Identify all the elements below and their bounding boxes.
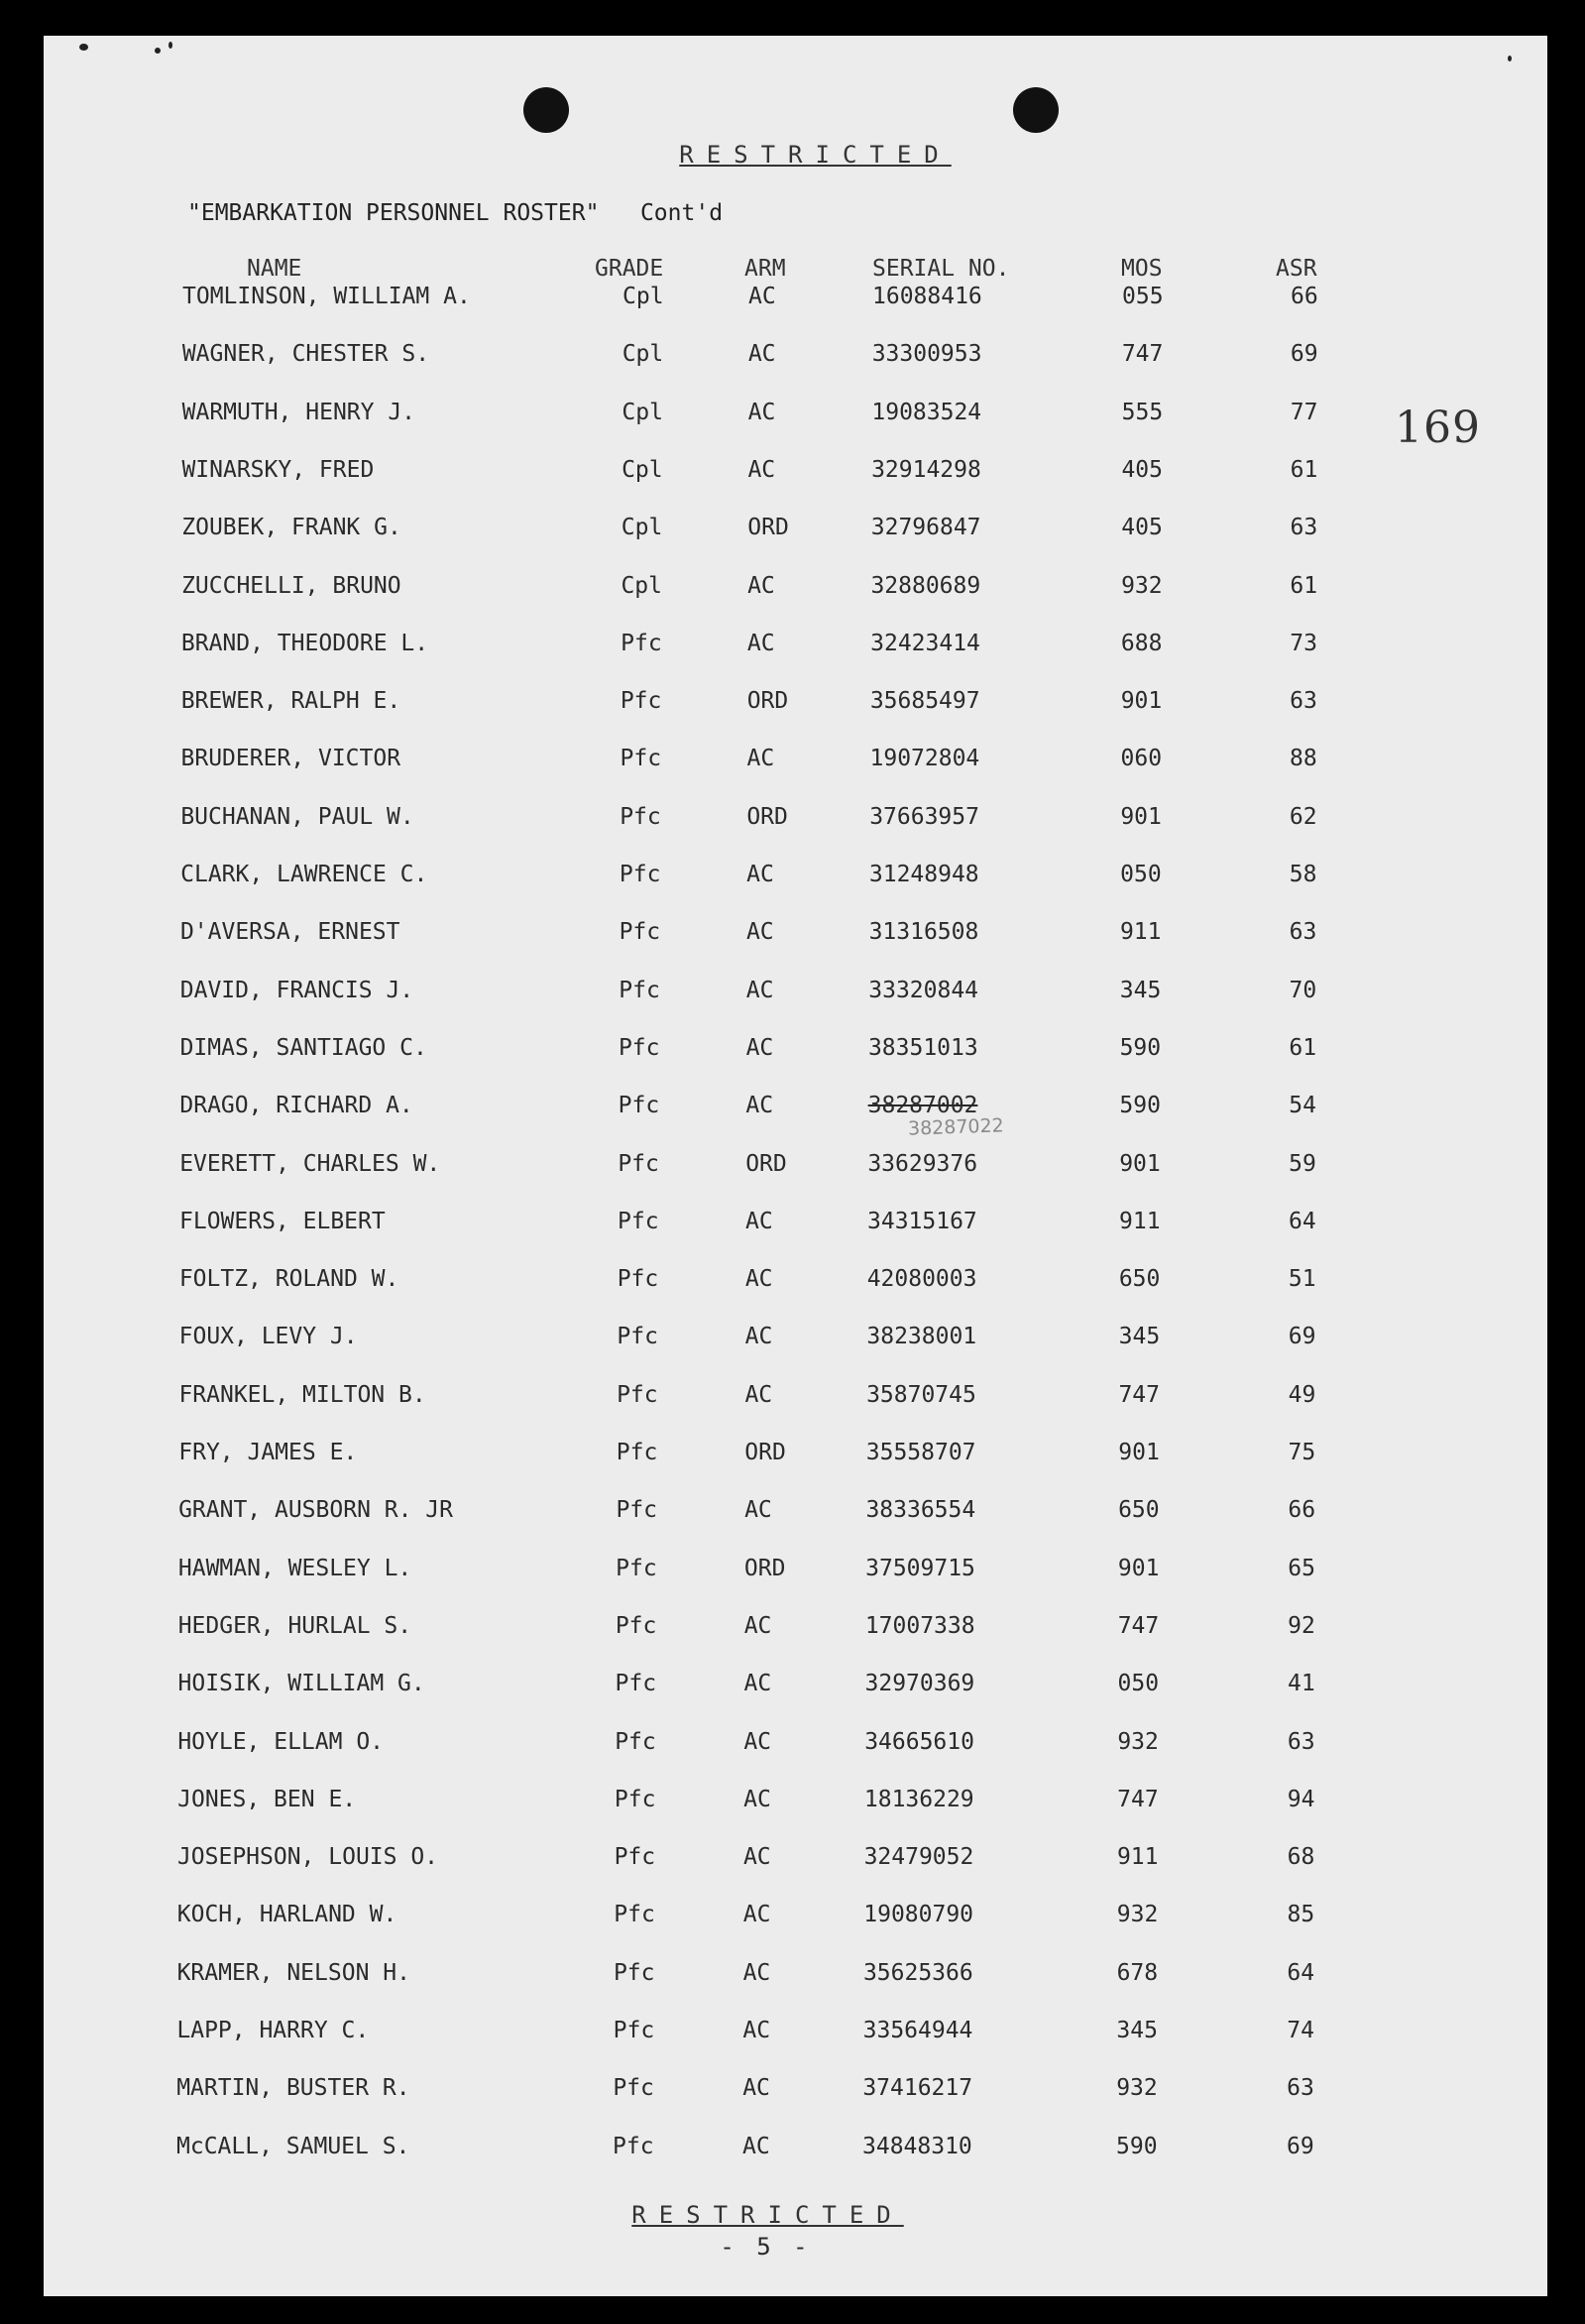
cell-asr: 69 xyxy=(1290,341,1318,368)
cell-asr: 69 xyxy=(1287,2133,1314,2159)
cell-mos: 060 xyxy=(1120,746,1163,772)
cell-serial: 35870745 xyxy=(866,1381,976,1408)
cell-grade: Pfc xyxy=(617,1324,658,1350)
cell-arm: AC xyxy=(746,746,775,772)
cell-mos: 650 xyxy=(1118,1497,1160,1524)
cell-grade: Pfc xyxy=(613,2018,655,2043)
cell-asr: 49 xyxy=(1288,1381,1316,1408)
cell-asr: 58 xyxy=(1289,862,1317,887)
speck xyxy=(155,48,161,54)
cell-name: JOSEPHSON, LOUIS O. xyxy=(176,1844,439,1871)
cell-asr: 65 xyxy=(1288,1555,1315,1581)
cell-grade: Pfc xyxy=(613,2075,654,2102)
cell-name: FOLTZ, ROLAND W. xyxy=(178,1266,399,1293)
cell-arm: AC xyxy=(745,977,774,1003)
cell-grade: Pfc xyxy=(614,1844,656,1871)
cell-mos: 747 xyxy=(1117,1786,1159,1812)
cell-mos: 911 xyxy=(1119,1208,1161,1234)
cell-asr: 41 xyxy=(1288,1671,1315,1697)
cell-name: FLOWERS, ELBERT xyxy=(179,1208,386,1234)
cell-serial: 37416217 xyxy=(862,2075,973,2102)
cell-arm: AC xyxy=(746,630,775,656)
cell-name: TOMLINSON, WILLIAM A. xyxy=(182,284,471,309)
cell-serial: 37509715 xyxy=(865,1555,975,1581)
cell-grade: Pfc xyxy=(618,1093,660,1119)
cell-name: BRAND, THEODORE L. xyxy=(180,630,429,656)
cell-grade: Pfc xyxy=(616,1555,657,1581)
cell-grade: Cpl xyxy=(621,572,662,599)
cell-name: KOCH, HARLAND W. xyxy=(176,1902,397,1928)
cell-asr: 63 xyxy=(1290,688,1317,715)
cell-asr: 63 xyxy=(1290,515,1318,541)
cell-arm: ORD xyxy=(745,1150,787,1177)
cell-grade: Pfc xyxy=(619,919,661,946)
cell-serial: 32970369 xyxy=(864,1671,975,1697)
cell-mos: 055 xyxy=(1122,284,1164,309)
cell-mos: 747 xyxy=(1121,341,1164,368)
handwritten-correction: 38287022 xyxy=(907,1114,1005,1140)
cell-mos: 590 xyxy=(1119,1034,1162,1061)
cell-serial: 33629376 xyxy=(867,1150,978,1177)
cell-arm: AC xyxy=(747,399,776,425)
cell-mos: 932 xyxy=(1116,2075,1158,2102)
page-number: - 5 - xyxy=(720,2233,812,2261)
cell-arm: AC xyxy=(746,862,774,887)
cell-arm: AC xyxy=(742,1959,771,1986)
cell-asr: 66 xyxy=(1288,1497,1316,1524)
cell-arm: AC xyxy=(743,1671,772,1697)
cell-serial: 35558707 xyxy=(865,1440,976,1465)
cell-name: MARTIN, BUSTER R. xyxy=(176,2075,410,2102)
cell-grade: Pfc xyxy=(620,803,661,830)
cell-name: ZOUBEK, FRANK G. xyxy=(181,515,401,541)
cell-grade: Pfc xyxy=(619,977,660,1003)
cell-grade: Pfc xyxy=(615,1728,656,1755)
cell-mos: 345 xyxy=(1118,1324,1161,1350)
cell-grade: Pfc xyxy=(618,1150,659,1177)
header-arm: ARM xyxy=(744,256,786,282)
cell-grade: Pfc xyxy=(618,1208,659,1234)
cell-mos: 901 xyxy=(1117,1555,1160,1581)
classification-footer: RESTRICTED xyxy=(631,2201,904,2229)
cell-serial: 32796847 xyxy=(870,515,981,541)
cell-name: DRAGO, RICHARD A. xyxy=(179,1093,413,1119)
cell-mos: 678 xyxy=(1116,1959,1159,1986)
punch-hole xyxy=(523,87,569,133)
cell-mos: 590 xyxy=(1116,2133,1158,2159)
cell-asr: 59 xyxy=(1289,1150,1316,1177)
cell-asr: 94 xyxy=(1287,1786,1315,1812)
cell-grade: Pfc xyxy=(617,1381,658,1408)
speck xyxy=(79,44,88,51)
cell-mos: 932 xyxy=(1116,1902,1159,1928)
cell-mos: 901 xyxy=(1119,1150,1161,1177)
cell-asr: 69 xyxy=(1288,1324,1316,1350)
cell-serial: 38238001 xyxy=(866,1324,977,1350)
cell-serial: 32880689 xyxy=(870,572,981,599)
cell-arm: AC xyxy=(744,1497,772,1524)
cell-grade: Pfc xyxy=(613,1959,655,1986)
cell-asr: 75 xyxy=(1288,1440,1316,1465)
cell-grade: Pfc xyxy=(617,1266,659,1293)
cell-serial: 38287002 xyxy=(867,1093,978,1119)
header-grade: GRADE xyxy=(595,256,664,282)
cell-serial: 33564944 xyxy=(862,2018,973,2043)
cell-asr: 62 xyxy=(1289,803,1317,830)
cell-name: CLARK, LAWRENCE C. xyxy=(180,862,428,887)
cell-name: FOUX, LEVY J. xyxy=(178,1324,358,1350)
cell-mos: 747 xyxy=(1117,1612,1160,1639)
header-serial: SERIAL NO. xyxy=(872,256,1010,282)
cell-name: FRY, JAMES E. xyxy=(178,1440,358,1465)
cell-asr: 74 xyxy=(1287,2018,1314,2043)
cell-grade: Cpl xyxy=(622,456,663,483)
cell-mos: 688 xyxy=(1120,630,1163,656)
cell-mos: 345 xyxy=(1116,2018,1158,2043)
cell-arm: AC xyxy=(745,1034,774,1061)
cell-serial: 16088416 xyxy=(872,284,982,309)
cell-serial: 19083524 xyxy=(871,399,982,425)
cell-serial: 19080790 xyxy=(863,1902,974,1928)
cell-name: DIMAS, SANTIAGO C. xyxy=(179,1034,427,1061)
cell-arm: AC xyxy=(744,1381,773,1408)
cell-serial: 19072804 xyxy=(869,746,980,772)
cell-mos: 747 xyxy=(1118,1381,1160,1408)
document-page xyxy=(44,36,1547,2296)
cell-serial: 18136229 xyxy=(863,1786,974,1812)
cell-asr: 70 xyxy=(1289,977,1317,1003)
cell-mos: 405 xyxy=(1121,456,1163,483)
classification-header: RESTRICTED xyxy=(679,141,952,169)
cell-arm: AC xyxy=(744,1324,773,1350)
stamped-page-number: 169 xyxy=(1395,403,1481,453)
cell-mos: 901 xyxy=(1120,803,1162,830)
cell-serial: 34848310 xyxy=(862,2133,972,2159)
cell-arm: AC xyxy=(748,284,776,309)
cell-grade: Pfc xyxy=(615,1671,657,1697)
cell-asr: 73 xyxy=(1290,630,1317,656)
cell-name: JONES, BEN E. xyxy=(177,1786,357,1812)
speck xyxy=(1508,56,1512,61)
cell-grade: Pfc xyxy=(621,630,662,656)
cell-arm: AC xyxy=(743,1786,771,1812)
cell-arm: AC xyxy=(743,1612,772,1639)
cell-serial: 31248948 xyxy=(868,862,979,887)
cell-serial: 35625366 xyxy=(862,1959,973,1986)
cell-grade: Cpl xyxy=(623,284,664,309)
cell-asr: 92 xyxy=(1288,1612,1315,1639)
cell-grade: Pfc xyxy=(616,1497,657,1524)
cell-arm: ORD xyxy=(746,688,789,715)
cell-serial: 33300953 xyxy=(871,341,982,368)
cell-asr: 88 xyxy=(1290,746,1317,772)
cell-mos: 901 xyxy=(1118,1440,1160,1465)
cell-arm: AC xyxy=(742,1844,771,1871)
cell-mos: 650 xyxy=(1118,1266,1161,1293)
cell-name: KRAMER, NELSON H. xyxy=(176,1959,410,1986)
cell-arm: AC xyxy=(742,2133,770,2159)
cell-asr: 63 xyxy=(1287,1728,1315,1755)
cell-asr: 77 xyxy=(1290,399,1318,425)
cell-mos: 590 xyxy=(1119,1093,1161,1119)
cell-arm: AC xyxy=(747,456,776,483)
cell-grade: Pfc xyxy=(620,746,662,772)
cell-serial: 32914298 xyxy=(871,456,981,483)
cell-name: EVERETT, CHARLES W. xyxy=(179,1150,441,1177)
cell-name: ZUCCHELLI, BRUNO xyxy=(181,572,401,599)
cell-grade: Pfc xyxy=(615,1612,657,1639)
header-asr: ASR xyxy=(1276,256,1317,282)
cell-mos: 345 xyxy=(1119,977,1162,1003)
cell-arm: AC xyxy=(743,1728,772,1755)
cell-mos: 901 xyxy=(1120,688,1163,715)
cell-serial: 33320844 xyxy=(868,977,979,1003)
cell-mos: 932 xyxy=(1117,1728,1159,1755)
cell-mos: 405 xyxy=(1121,515,1163,541)
cell-grade: Pfc xyxy=(614,1902,655,1928)
document-title: "EMBARKATION PERSONNEL ROSTER" Cont'd xyxy=(187,200,724,226)
cell-asr: 61 xyxy=(1289,1034,1317,1061)
cell-grade: Cpl xyxy=(622,341,664,368)
cell-name: FRANKEL, MILTON B. xyxy=(178,1381,426,1408)
cell-arm: ORD xyxy=(743,1555,786,1581)
cell-asr: 85 xyxy=(1287,1902,1315,1928)
cell-mos: 050 xyxy=(1117,1671,1160,1697)
cell-name: HAWMAN, WESLEY L. xyxy=(177,1555,412,1581)
cell-name: LAPP, HARRY C. xyxy=(176,2018,370,2043)
cell-asr: 68 xyxy=(1287,1844,1315,1871)
cell-grade: Pfc xyxy=(613,2133,654,2159)
cell-name: HOYLE, ELLAM O. xyxy=(177,1728,385,1755)
cell-name: HOISIK, WILLIAM G. xyxy=(177,1671,425,1697)
cell-arm: ORD xyxy=(744,1440,786,1465)
cell-serial: 34665610 xyxy=(864,1728,974,1755)
cell-name: BRUDERER, VICTOR xyxy=(180,746,401,772)
cell-asr: 64 xyxy=(1287,1959,1315,1986)
cell-asr: 51 xyxy=(1288,1266,1316,1293)
header-mos: MOS xyxy=(1121,256,1163,282)
cell-grade: Pfc xyxy=(616,1440,658,1465)
cell-grade: Cpl xyxy=(621,515,663,541)
cell-mos: 911 xyxy=(1116,1844,1159,1871)
cell-name: McCALL, SAMUEL S. xyxy=(176,2133,410,2159)
cell-arm: AC xyxy=(747,572,775,599)
cell-name: WINARSKY, FRED xyxy=(181,456,375,483)
cell-asr: 61 xyxy=(1290,572,1318,599)
cell-arm: AC xyxy=(745,1093,774,1119)
cell-name: GRANT, AUSBORN R. JR xyxy=(178,1497,454,1524)
cell-arm: ORD xyxy=(747,515,789,541)
cell-asr: 64 xyxy=(1289,1208,1316,1234)
cell-mos: 932 xyxy=(1121,572,1163,599)
cell-serial: 34315167 xyxy=(867,1208,977,1234)
cell-name: HEDGER, HURLAL S. xyxy=(177,1612,412,1639)
cell-grade: Pfc xyxy=(620,688,662,715)
cell-name: DAVID, FRANCIS J. xyxy=(179,977,414,1003)
cell-serial: 32479052 xyxy=(863,1844,974,1871)
cell-name: D'AVERSA, ERNEST xyxy=(179,919,400,946)
cell-arm: AC xyxy=(742,2018,771,2043)
speck xyxy=(169,42,172,49)
cell-name: BREWER, RALPH E. xyxy=(180,688,401,715)
cell-mos: 050 xyxy=(1120,862,1162,887)
cell-serial: 37663957 xyxy=(869,803,979,830)
cell-asr: 61 xyxy=(1290,456,1318,483)
cell-serial: 35685497 xyxy=(869,688,980,715)
cell-asr: 54 xyxy=(1289,1093,1316,1119)
cell-arm: AC xyxy=(742,2075,770,2102)
punch-hole xyxy=(1013,87,1059,133)
cell-name: BUCHANAN, PAUL W. xyxy=(180,803,414,830)
cell-serial: 42080003 xyxy=(866,1266,977,1293)
cell-serial: 17007338 xyxy=(864,1612,975,1639)
cell-serial: 38336554 xyxy=(865,1497,976,1524)
cell-grade: Pfc xyxy=(614,1786,656,1812)
cell-arm: AC xyxy=(745,919,774,946)
cell-arm: AC xyxy=(745,1208,773,1234)
cell-grade: Pfc xyxy=(619,862,661,887)
header-name: NAME xyxy=(247,256,302,282)
cell-grade: Cpl xyxy=(622,399,663,425)
cell-asr: 66 xyxy=(1291,284,1318,309)
cell-asr: 63 xyxy=(1287,2075,1314,2102)
cell-serial: 38351013 xyxy=(867,1034,978,1061)
cell-name: WAGNER, CHESTER S. xyxy=(181,341,430,368)
cell-name: WARMUTH, HENRY J. xyxy=(181,399,416,425)
cell-arm: AC xyxy=(742,1902,771,1928)
cell-mos: 555 xyxy=(1121,399,1164,425)
cell-arm: AC xyxy=(747,341,776,368)
cell-serial: 31316508 xyxy=(868,919,979,946)
cell-grade: Pfc xyxy=(618,1034,660,1061)
cell-arm: ORD xyxy=(746,803,788,830)
cell-asr: 63 xyxy=(1289,919,1317,946)
cell-mos: 911 xyxy=(1119,919,1162,946)
cell-serial: 32423414 xyxy=(870,630,980,656)
cell-arm: AC xyxy=(744,1266,773,1293)
